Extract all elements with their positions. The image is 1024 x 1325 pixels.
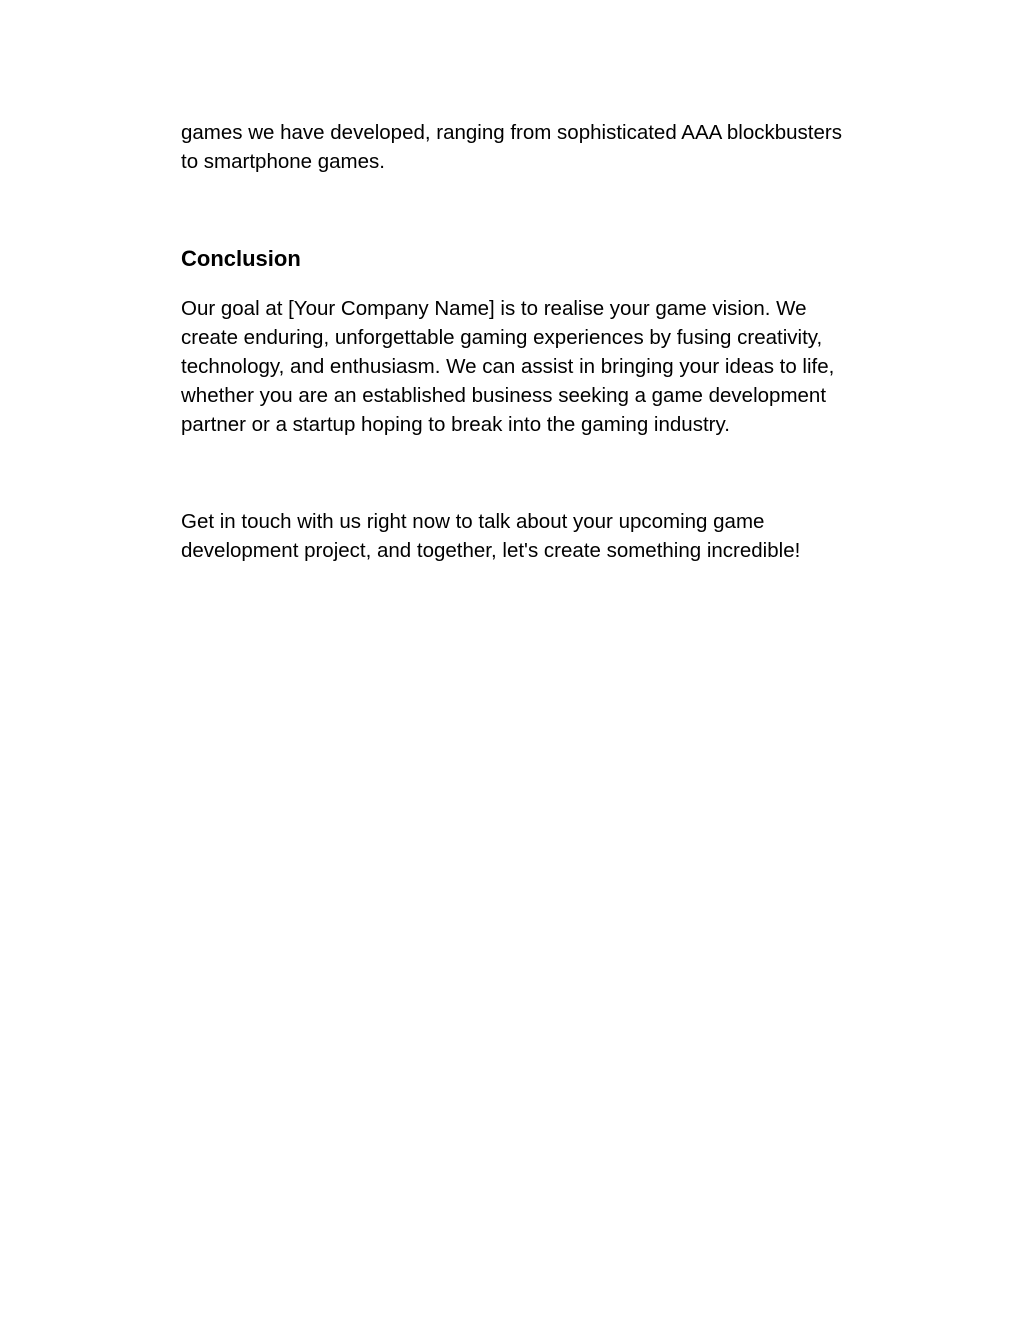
document-page — [181, 118, 901, 565]
contact-paragraph: Get in touch with us right now to talk about your upcoming game development project, and together, let's create something incredible! — [181, 510, 801, 562]
conclusion-heading: Conclusion — [181, 246, 301, 271]
intro-paragraph: games we have developed, ranging from sophisticated AAA blockbusters to smartphone games. — [181, 121, 842, 173]
conclusion-paragraph: Our goal at [Your Company Name] is to realise your game vision. We create enduring, unforgettable gaming experiences by fusing creativity, technology, and enthusiasm. We can assist in bringing your ideas to life, whether you are an established business seeking a game development partner or a startup hoping to break into the gaming industry. — [181, 297, 835, 436]
